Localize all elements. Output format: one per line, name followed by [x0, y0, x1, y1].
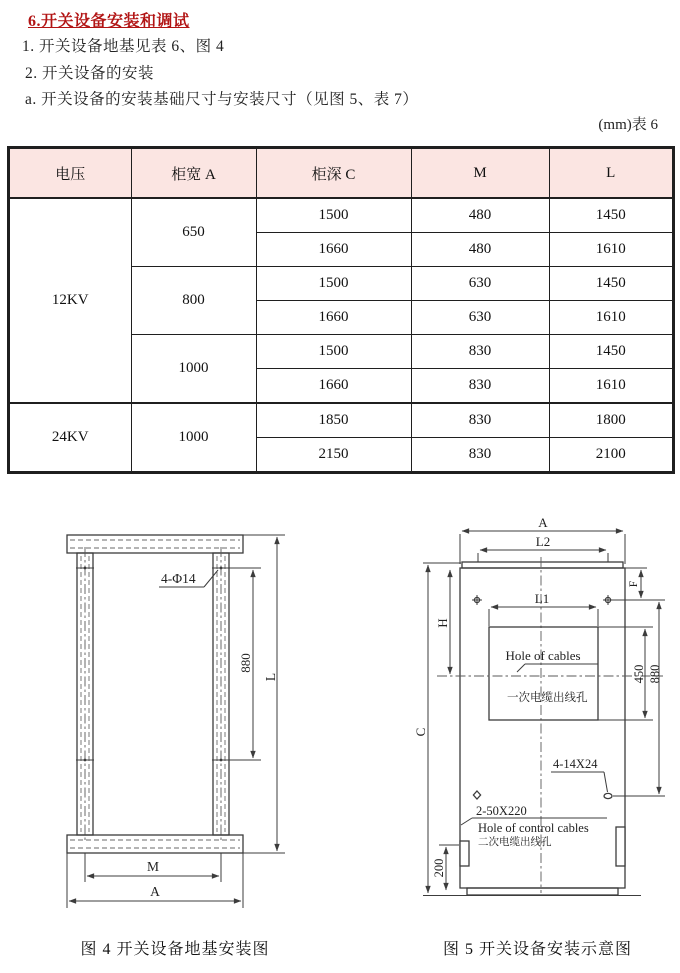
fig5-dim-450: 450 [632, 664, 646, 684]
cell-m: 630 [411, 267, 549, 301]
col-header-l: L [549, 148, 673, 198]
fig5-dim-L2: L2 [535, 534, 551, 549]
fig5-left-notch [460, 841, 469, 866]
cell-m: 630 [411, 301, 549, 335]
figure4-caption: 图 4 开关设备地基安装图 [80, 941, 270, 958]
cell-m: 830 [411, 369, 549, 404]
fig5-cable-hole-rect [489, 627, 598, 720]
fig4-dim-A: A [150, 884, 160, 899]
cell-l: 1450 [549, 198, 673, 233]
col-header-m: M [411, 148, 549, 198]
cell-m: 830 [411, 438, 549, 473]
fig4-bottom-channel [67, 835, 243, 853]
dimension-table-6 [8, 147, 674, 473]
fig4-dim-M: M [146, 859, 160, 874]
fig5-ctrl-hole-label-cn: 二次电缆出线孔 [478, 837, 552, 848]
cell-l: 1450 [549, 335, 673, 369]
fig5-ctrl-hole-label-en: Hole of control cables [478, 821, 589, 835]
cell-width-800: 800 [131, 267, 256, 335]
fig5-cable-hole-label-cn: 一次电缆出线孔 [507, 692, 588, 704]
fig5-cable-hole-label-en: Hole of cables [505, 648, 581, 663]
cell-depth: 1660 [256, 233, 411, 267]
figure5-installation-drawing [393, 510, 680, 910]
cell-m: 480 [411, 198, 549, 233]
cell-depth: 1500 [256, 198, 411, 233]
table-header-row [9, 148, 673, 198]
cell-m: 830 [411, 403, 549, 438]
cell-l: 1610 [549, 301, 673, 335]
fig4-dim-L: L [263, 672, 278, 682]
fig5-dim-H: H [435, 618, 450, 628]
section-title: 6.开关设备安装和调试 [28, 13, 190, 30]
cell-depth: 1660 [256, 369, 411, 404]
fig5-dim-L1: L1 [534, 591, 550, 606]
cell-voltage-24kv: 24KV [9, 403, 131, 472]
col-header-voltage: 电压 [9, 148, 131, 198]
fig5-dim-200: 200 [432, 858, 446, 878]
table-unit-note: (mm)表 6 [598, 117, 658, 133]
fig5-right-notch [616, 827, 625, 866]
cell-depth: 1660 [256, 301, 411, 335]
fig5-dim-A: A [538, 515, 548, 530]
table-row [9, 198, 673, 233]
cell-m: 480 [411, 233, 549, 267]
cell-depth: 1500 [256, 267, 411, 301]
fig5-dim-C: C [413, 727, 428, 737]
fig4-hole-marker [84, 567, 87, 570]
body-line-3: a. 开关设备的安装基础尺寸与安装尺寸（见图 5、表 7） [25, 91, 419, 108]
cell-voltage-12kv: 12KV [9, 198, 131, 403]
cell-m: 830 [411, 335, 549, 369]
cell-l: 1450 [549, 267, 673, 301]
cell-depth: 1850 [256, 403, 411, 438]
col-header-depth-c: 柜深 C [256, 148, 411, 198]
fig5-bottom-slot [604, 793, 612, 798]
table-row [9, 403, 673, 438]
fig5-slot-label: 4-14X24 [553, 757, 598, 771]
fig4-top-channel [67, 535, 243, 553]
body-line-2: 2. 开关设备的安装 [25, 65, 155, 82]
cell-depth: 1500 [256, 335, 411, 369]
col-header-width-a: 柜宽 A [131, 148, 256, 198]
fig5-dim-880: 880 [648, 664, 662, 684]
figure5-caption: 图 5 开关设备安装示意图 [442, 941, 632, 958]
cell-depth: 2150 [256, 438, 411, 473]
fig4-holes-label: 4-Φ14 [161, 571, 196, 586]
figure4-foundation-drawing [30, 520, 322, 925]
cell-l: 2100 [549, 438, 673, 473]
fig5-dim-F: F [628, 580, 640, 588]
body-line-1: 1. 开关设备地基见表 6、图 4 [22, 38, 225, 55]
cell-width-650: 650 [131, 198, 256, 267]
cell-l: 1610 [549, 233, 673, 267]
fig5-bottom-slot [473, 791, 480, 799]
fig5-cabinet-lid [462, 562, 623, 568]
cell-width-1000: 1000 [131, 403, 256, 472]
cell-l: 1800 [549, 403, 673, 438]
fig4-hole-marker [220, 567, 223, 570]
fig4-dim-880: 880 [238, 653, 253, 673]
cell-width-1000: 1000 [131, 335, 256, 404]
fig4-hole-marker [220, 759, 223, 762]
fig5-ctrl-slot-label: 2-50X220 [476, 804, 527, 818]
cell-l: 1610 [549, 369, 673, 404]
fig5-base-plate [467, 888, 618, 895]
fig4-hole-marker [84, 759, 87, 762]
